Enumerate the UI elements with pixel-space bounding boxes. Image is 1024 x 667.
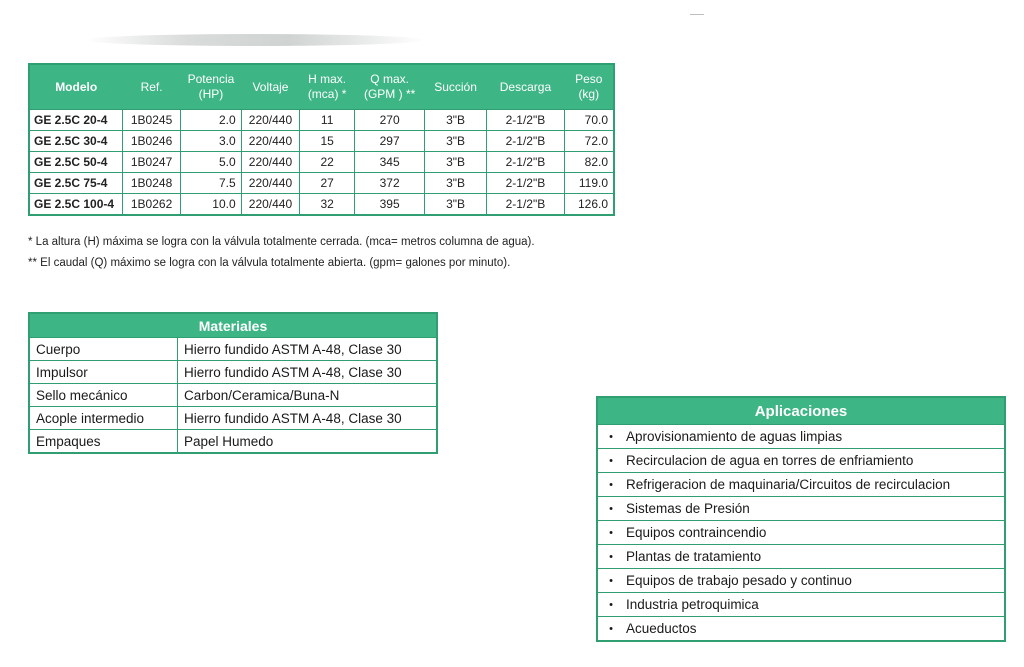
col-potencia: Potencia (HP): [181, 64, 241, 110]
col-succion: Succión: [425, 64, 487, 110]
col-peso: Peso (kg): [565, 64, 614, 110]
cell-hmax: 11: [300, 110, 355, 131]
list-item: [597, 425, 1005, 449]
cell-qmax: 270: [355, 110, 425, 131]
bullet-icon: •: [597, 545, 624, 569]
cell-descarga: 2-1/2"B: [486, 110, 564, 131]
footnotes: [28, 232, 535, 274]
application-text: Equipos contraincendio: [624, 521, 1005, 545]
material-part: Sello mecánico: [29, 384, 178, 407]
application-text: Acueductos: [624, 617, 1005, 642]
application-text: Plantas de tratamiento: [624, 545, 1005, 569]
list-item: [597, 449, 1005, 473]
table-row: [29, 194, 614, 216]
cell-succion: 3"B: [425, 152, 487, 173]
cell-potencia: 2.0: [181, 110, 241, 131]
table-row: [29, 407, 437, 430]
cell-ref: 1B0248: [122, 173, 180, 194]
material-value: Hierro fundido ASTM A-48, Clase 30: [178, 361, 438, 384]
material-part: Cuerpo: [29, 338, 178, 361]
cell-peso: 72.0: [565, 131, 614, 152]
bullet-icon: •: [597, 593, 624, 617]
col-descarga: Descarga: [486, 64, 564, 110]
cell-descarga: 2-1/2"B: [486, 131, 564, 152]
footnote-flow: ** El caudal (Q) máximo se logra con la válvula totalmente abierta. (gpm= galones por minuto).: [28, 257, 511, 269]
bullet-icon: •: [597, 521, 624, 545]
table-row: [29, 384, 437, 407]
bullet-icon: •: [597, 449, 624, 473]
cell-modelo: GE 2.5C 20-4: [29, 110, 122, 131]
material-part: Impulsor: [29, 361, 178, 384]
cell-descarga: 2-1/2"B: [486, 173, 564, 194]
application-text: Equipos de trabajo pesado y continuo: [624, 569, 1005, 593]
cell-hmax: 15: [300, 131, 355, 152]
list-item: [597, 593, 1005, 617]
footnote-height: * La altura (H) máxima se logra con la válvula totalmente cerrada. (mca= metros columna de agua).: [28, 236, 535, 248]
cell-peso: 126.0: [565, 194, 614, 216]
cell-succion: 3"B: [425, 131, 487, 152]
cell-succion: 3"B: [425, 194, 487, 216]
col-voltaje: Voltaje: [241, 64, 300, 110]
cell-voltaje: 220/440: [241, 110, 300, 131]
material-value: Hierro fundido ASTM A-48, Clase 30: [178, 407, 438, 430]
cell-voltaje: 220/440: [241, 173, 300, 194]
cell-potencia: 3.0: [181, 131, 241, 152]
cell-voltaje: 220/440: [241, 131, 300, 152]
cell-descarga: 2-1/2"B: [486, 194, 564, 216]
bullet-icon: •: [597, 617, 624, 642]
application-text: Industria petroquimica: [624, 593, 1005, 617]
table-row: [29, 361, 437, 384]
cell-potencia: 10.0: [181, 194, 241, 216]
materials-table: [28, 312, 438, 454]
list-item: [597, 569, 1005, 593]
applications-title: Aplicaciones: [597, 397, 1005, 425]
materials-title: Materiales: [29, 313, 437, 338]
cell-qmax: 297: [355, 131, 425, 152]
cell-ref: 1B0247: [122, 152, 180, 173]
bullet-icon: •: [597, 425, 624, 449]
decorative-dash: [690, 14, 704, 15]
decorative-swoosh: [85, 34, 425, 46]
list-item: [597, 497, 1005, 521]
specs-table: [28, 63, 615, 216]
cell-ref: 1B0246: [122, 131, 180, 152]
list-item: [597, 521, 1005, 545]
bullet-icon: •: [597, 569, 624, 593]
table-row: [29, 110, 614, 131]
table-row: [29, 131, 614, 152]
cell-descarga: 2-1/2"B: [486, 152, 564, 173]
specs-header-row: [29, 64, 614, 110]
table-row: [29, 173, 614, 194]
cell-peso: 70.0: [565, 110, 614, 131]
cell-voltaje: 220/440: [241, 152, 300, 173]
application-text: Aprovisionamiento de aguas limpias: [624, 425, 1005, 449]
list-item: [597, 473, 1005, 497]
table-row: [29, 152, 614, 173]
col-qmax: Q max. (GPM ) **: [355, 64, 425, 110]
table-row: [29, 338, 437, 361]
cell-hmax: 32: [300, 194, 355, 216]
cell-ref: 1B0245: [122, 110, 180, 131]
cell-modelo: GE 2.5C 50-4: [29, 152, 122, 173]
cell-peso: 119.0: [565, 173, 614, 194]
list-item: [597, 617, 1005, 642]
cell-modelo: GE 2.5C 30-4: [29, 131, 122, 152]
bullet-icon: •: [597, 497, 624, 521]
cell-qmax: 345: [355, 152, 425, 173]
cell-peso: 82.0: [565, 152, 614, 173]
material-value: Papel Humedo: [178, 430, 438, 454]
material-value: Hierro fundido ASTM A-48, Clase 30: [178, 338, 438, 361]
col-hmax: H max. (mca) *: [300, 64, 355, 110]
cell-qmax: 395: [355, 194, 425, 216]
table-row: [29, 430, 437, 454]
cell-qmax: 372: [355, 173, 425, 194]
application-text: Refrigeracion de maquinaria/Circuitos de recirculacion: [624, 473, 1005, 497]
cell-ref: 1B0262: [122, 194, 180, 216]
cell-potencia: 5.0: [181, 152, 241, 173]
application-text: Sistemas de Presión: [624, 497, 1005, 521]
col-ref: Ref.: [122, 64, 180, 110]
cell-hmax: 27: [300, 173, 355, 194]
cell-hmax: 22: [300, 152, 355, 173]
application-text: Recirculacion de agua en torres de enfriamiento: [624, 449, 1005, 473]
cell-voltaje: 220/440: [241, 194, 300, 216]
bullet-icon: •: [597, 473, 624, 497]
cell-succion: 3"B: [425, 110, 487, 131]
col-modelo: Modelo: [29, 64, 122, 110]
cell-succion: 3"B: [425, 173, 487, 194]
cell-modelo: GE 2.5C 100-4: [29, 194, 122, 216]
cell-potencia: 7.5: [181, 173, 241, 194]
list-item: [597, 545, 1005, 569]
cell-modelo: GE 2.5C 75-4: [29, 173, 122, 194]
material-value: Carbon/Ceramica/Buna-N: [178, 384, 438, 407]
material-part: Empaques: [29, 430, 178, 454]
material-part: Acople intermedio: [29, 407, 178, 430]
applications-table: [596, 396, 1006, 642]
